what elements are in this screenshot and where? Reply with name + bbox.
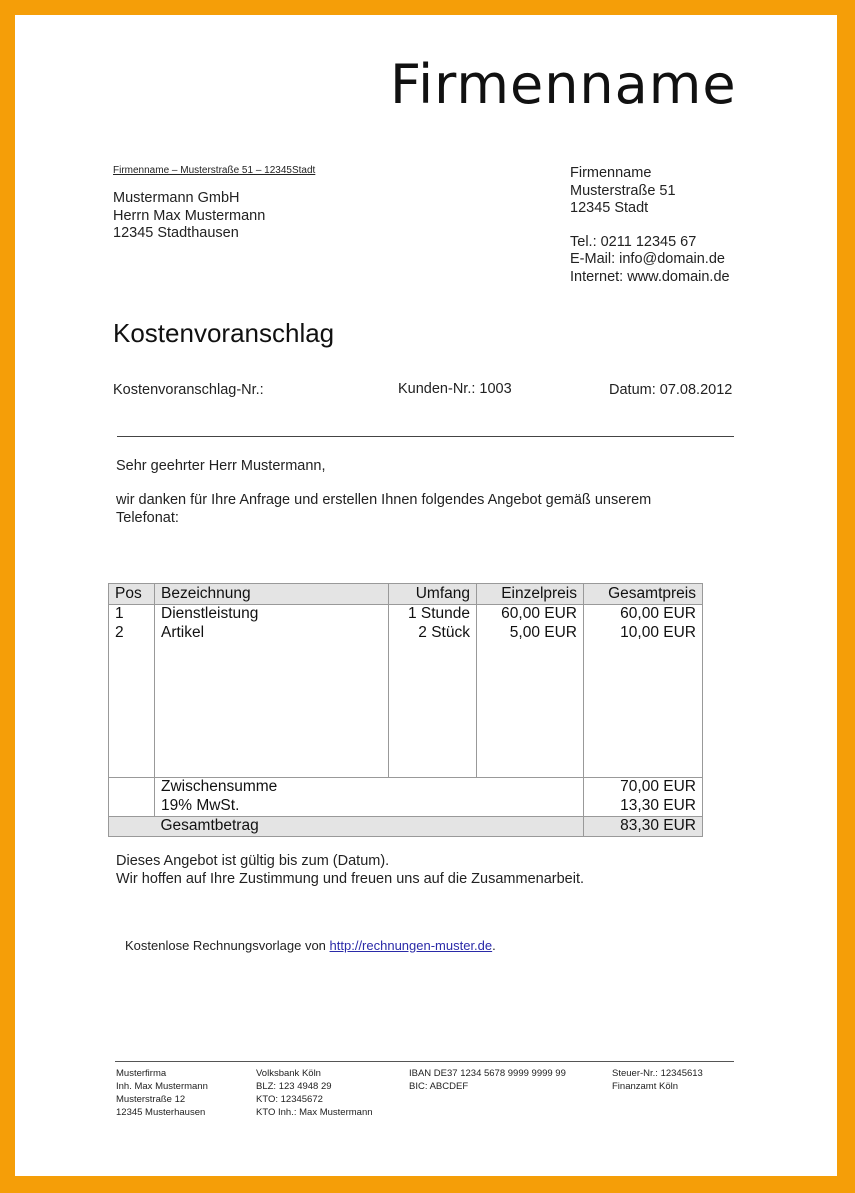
footer-line: Steuer-Nr.: 12345613	[612, 1068, 703, 1079]
footer-separator	[115, 1061, 734, 1062]
grand-total-value: 83,30 EUR	[584, 817, 703, 837]
credit-suffix: .	[492, 938, 496, 953]
cell-total-price: 60,00 EUR	[584, 605, 703, 625]
company-street: Musterstraße 51	[570, 182, 676, 199]
footer-bank	[256, 1067, 373, 1119]
vat-value: 13,30 EUR	[584, 797, 703, 817]
footer-line: Musterstraße 12	[116, 1094, 186, 1105]
footer-iban	[409, 1067, 566, 1093]
cell-unit-price: 60,00 EUR	[477, 605, 584, 625]
credit-link[interactable]: http://rechnungen-muster.de	[329, 938, 493, 953]
footer-line: Musterfirma	[116, 1068, 167, 1079]
intro-text	[116, 492, 651, 527]
company-email: E-Mail: info@domain.de	[570, 251, 725, 267]
subtotal-label: Zwischensumme	[155, 778, 584, 798]
table-row	[109, 605, 703, 625]
grand-total-label: Gesamtbetrag	[155, 817, 584, 837]
separator-line	[117, 436, 734, 437]
cell-total-price: 10,00 EUR	[584, 624, 703, 643]
cell-description: Artikel	[155, 624, 389, 643]
intro-line: Telefonat:	[116, 509, 179, 526]
footer-company	[116, 1067, 208, 1119]
company-name: Firmenname	[570, 165, 652, 181]
footer-line: BIC: ABCDEF	[409, 1081, 469, 1092]
company-city: 12345 Stadt	[570, 200, 649, 216]
footer-line: KTO Inh.: Max Mustermann	[256, 1107, 373, 1118]
company-address	[570, 165, 730, 286]
cell-unit-price: 5,00 EUR	[477, 624, 584, 643]
cell-pos: 1	[109, 605, 155, 625]
table-header-row	[109, 584, 703, 605]
subtotal-value: 70,00 EUR	[584, 778, 703, 798]
footer-line: BLZ: 123 4948 29	[256, 1081, 332, 1092]
cell-quantity: 2 Stück	[389, 624, 477, 643]
document-title: Kostenvoranschlag	[113, 318, 335, 348]
footer-line: Finanzamt Köln	[612, 1081, 679, 1092]
recipient-line: Mustermann GmbH	[113, 190, 240, 206]
cell-description: Dienstleistung	[155, 605, 389, 625]
sender-return-line: Firmenname – Musterstraße 51 – 12345Stadt	[113, 165, 316, 176]
vat-row	[109, 797, 703, 817]
document-date: Datum: 07.08.2012	[609, 382, 733, 398]
table-empty-space	[109, 643, 703, 778]
template-credit	[125, 938, 496, 953]
company-tel: Tel.: 0211 12345 67	[570, 233, 697, 250]
recipient-line: Herrn Max Mustermann	[113, 207, 266, 224]
footer-line: IBAN DE37 1234 5678 9999 9999 99	[409, 1068, 566, 1079]
table-row	[109, 624, 703, 643]
closing-text	[116, 853, 584, 888]
recipient-line: 12345 Stadthausen	[113, 225, 239, 241]
document-page	[15, 15, 837, 1176]
header-unit-price: Einzelpreis	[477, 584, 584, 605]
vat-label: 19% MwSt.	[155, 797, 584, 817]
header-description: Bezeichnung	[155, 584, 389, 605]
header-total-price: Gesamtpreis	[584, 584, 703, 605]
footer-line: KTO: 12345672	[256, 1094, 323, 1105]
salutation: Sehr geehrter Herr Mustermann,	[116, 458, 326, 474]
credit-prefix: Kostenlose Rechnungsvorlage von	[125, 938, 330, 953]
recipient-address	[113, 190, 265, 243]
company-web: Internet: www.domain.de	[570, 268, 730, 285]
footer-line: 12345 Musterhausen	[116, 1107, 206, 1118]
footer-line: Inh. Max Mustermann	[116, 1081, 208, 1092]
customer-number: Kunden-Nr.: 1003	[398, 381, 512, 397]
intro-line: wir danken für Ihre Anfrage und erstellen Ihnen folgendes Angebot gemäß unserem	[116, 492, 652, 508]
footer-tax	[612, 1067, 703, 1093]
estimate-number-label: Kostenvoranschlag-Nr.:	[113, 382, 264, 398]
header-pos: Pos	[109, 584, 155, 605]
cell-quantity: 1 Stunde	[389, 605, 477, 625]
closing-line: Wir hoffen auf Ihre Zustimmung und freuen uns auf die Zusammenarbeit.	[116, 870, 585, 887]
items-table	[108, 583, 703, 837]
subtotal-row	[109, 778, 703, 798]
header-quantity: Umfang	[389, 584, 477, 605]
company-brand-heading: Firmenname	[390, 53, 737, 116]
closing-line: Dieses Angebot ist gültig bis zum (Datum).	[116, 853, 390, 869]
cell-pos: 2	[109, 624, 155, 643]
footer-line: Volksbank Köln	[256, 1068, 321, 1079]
grand-total-row	[109, 817, 703, 837]
